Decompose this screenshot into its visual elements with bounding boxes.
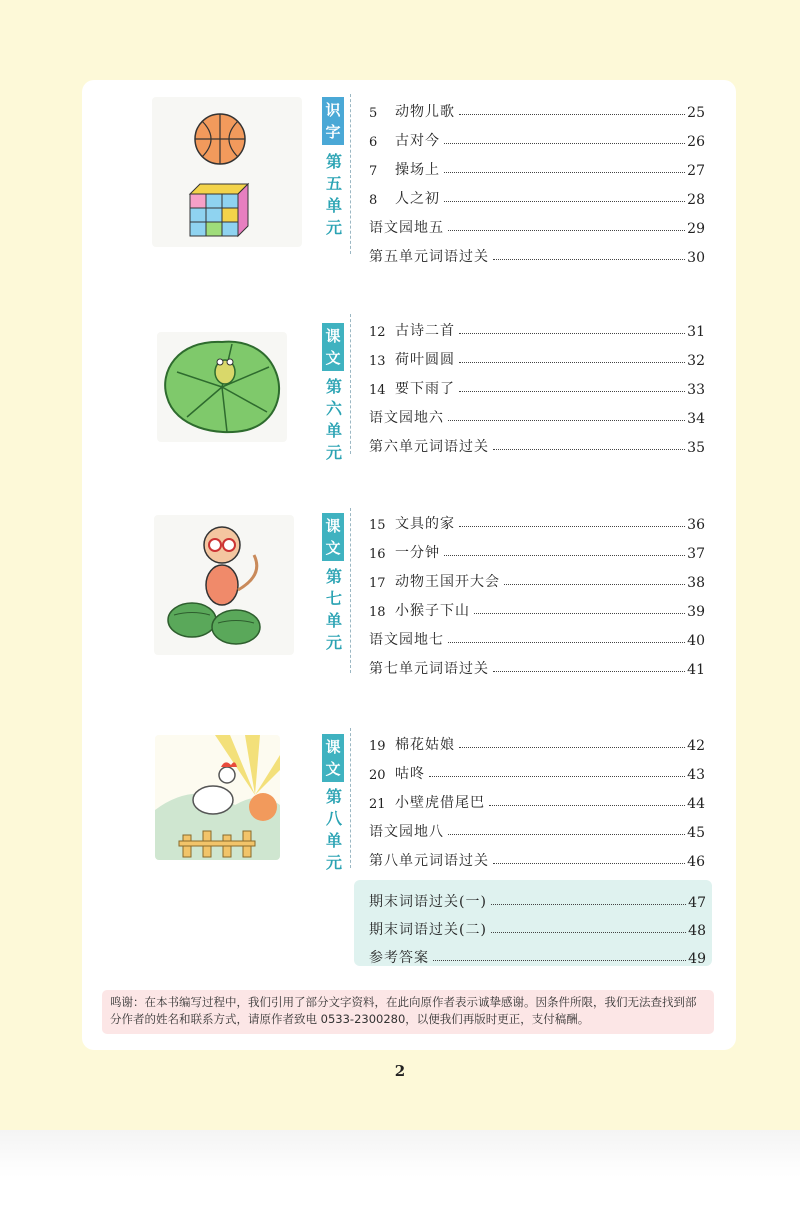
unit-type-tag: 课 文 [322,734,344,782]
toc-entry[interactable]: 语文园地七 40 [369,632,705,649]
toc-entry[interactable]: 15 文具的家 36 [369,516,705,533]
final-toc-list [369,883,706,967]
unit-type-tag: 识 字 [322,97,344,145]
toc-list [369,311,705,456]
toc-entry[interactable]: 21 小壁虎借尾巴 44 [369,795,705,812]
rooster-sunrise-illustration [155,735,280,860]
final-review-box [354,880,712,966]
toc-entry[interactable]: 8 人之初 28 [369,191,705,208]
toc-entry[interactable]: 20 咕咚 43 [369,766,705,783]
basketball-rubiks-illustration [152,97,302,247]
toc-entry[interactable]: 语文园地六 34 [369,410,705,427]
toc-entry[interactable]: 第八单元词语过关 46 [369,853,705,870]
divider [350,508,351,673]
toc-entry[interactable]: 14 要下雨了 33 [369,381,705,398]
toc-entry[interactable]: 5 动物儿歌 25 [369,104,705,121]
unit-type-tag: 课 文 [322,323,344,371]
monkey-watermelon-illustration [154,515,294,655]
divider [350,728,351,868]
divider [350,314,351,454]
toc-entry[interactable]: 7 操场上 27 [369,162,705,179]
toc-entry[interactable]: 第七单元词语过关 41 [369,661,705,678]
toc-entry[interactable]: 期末词语过关(一) 47 [369,894,706,911]
toc-entry[interactable]: 第五单元词语过关 30 [369,249,705,266]
unit-title: 第 七 单 元 [325,567,342,652]
divider [350,94,351,254]
toc-entry[interactable]: 19 棉花姑娘 42 [369,737,705,754]
toc-entry[interactable]: 期末词语过关(二) 48 [369,922,706,939]
contents-card [82,80,736,1050]
page-number: 2 [394,1062,406,1080]
toc-entry[interactable]: 语文园地五 29 [369,220,705,237]
unit-title: 第 八 单 元 [325,787,342,872]
toc-entry[interactable]: 16 一分钟 37 [369,545,705,562]
acknowledgement-note: 鸣谢：在本书编写过程中，我们引用了部分文字资料，在此向原作者表示诚挚感谢。因条件所限，我们无法查找到部分作者的姓名和联系方式，请原作者致电 0533-2300280，以便我们再版时更正，支付稿酬。 [102,990,714,1034]
toc-entry[interactable]: 12 古诗二首 31 [369,323,705,340]
unit-title: 第 五 单 元 [325,152,342,237]
toc-entry[interactable]: 17 动物王国开大会 38 [369,574,705,591]
toc-list [369,92,705,266]
unit-type-tag: 课 文 [322,513,344,561]
toc-entry[interactable]: 语文园地八 45 [369,824,705,841]
toc-entry[interactable]: 18 小猴子下山 39 [369,603,705,620]
page-shadow [0,1130,800,1209]
unit-title: 第 六 单 元 [325,377,342,462]
toc-entry[interactable]: 第六单元词语过关 35 [369,439,705,456]
toc-list [369,504,705,678]
toc-entry[interactable]: 6 古对今 26 [369,133,705,150]
toc-entry[interactable]: 参考答案 49 [369,950,706,967]
toc-entry[interactable]: 13 荷叶圆圆 32 [369,352,705,369]
lotus-leaf-illustration [157,332,287,442]
toc-list [369,725,705,870]
